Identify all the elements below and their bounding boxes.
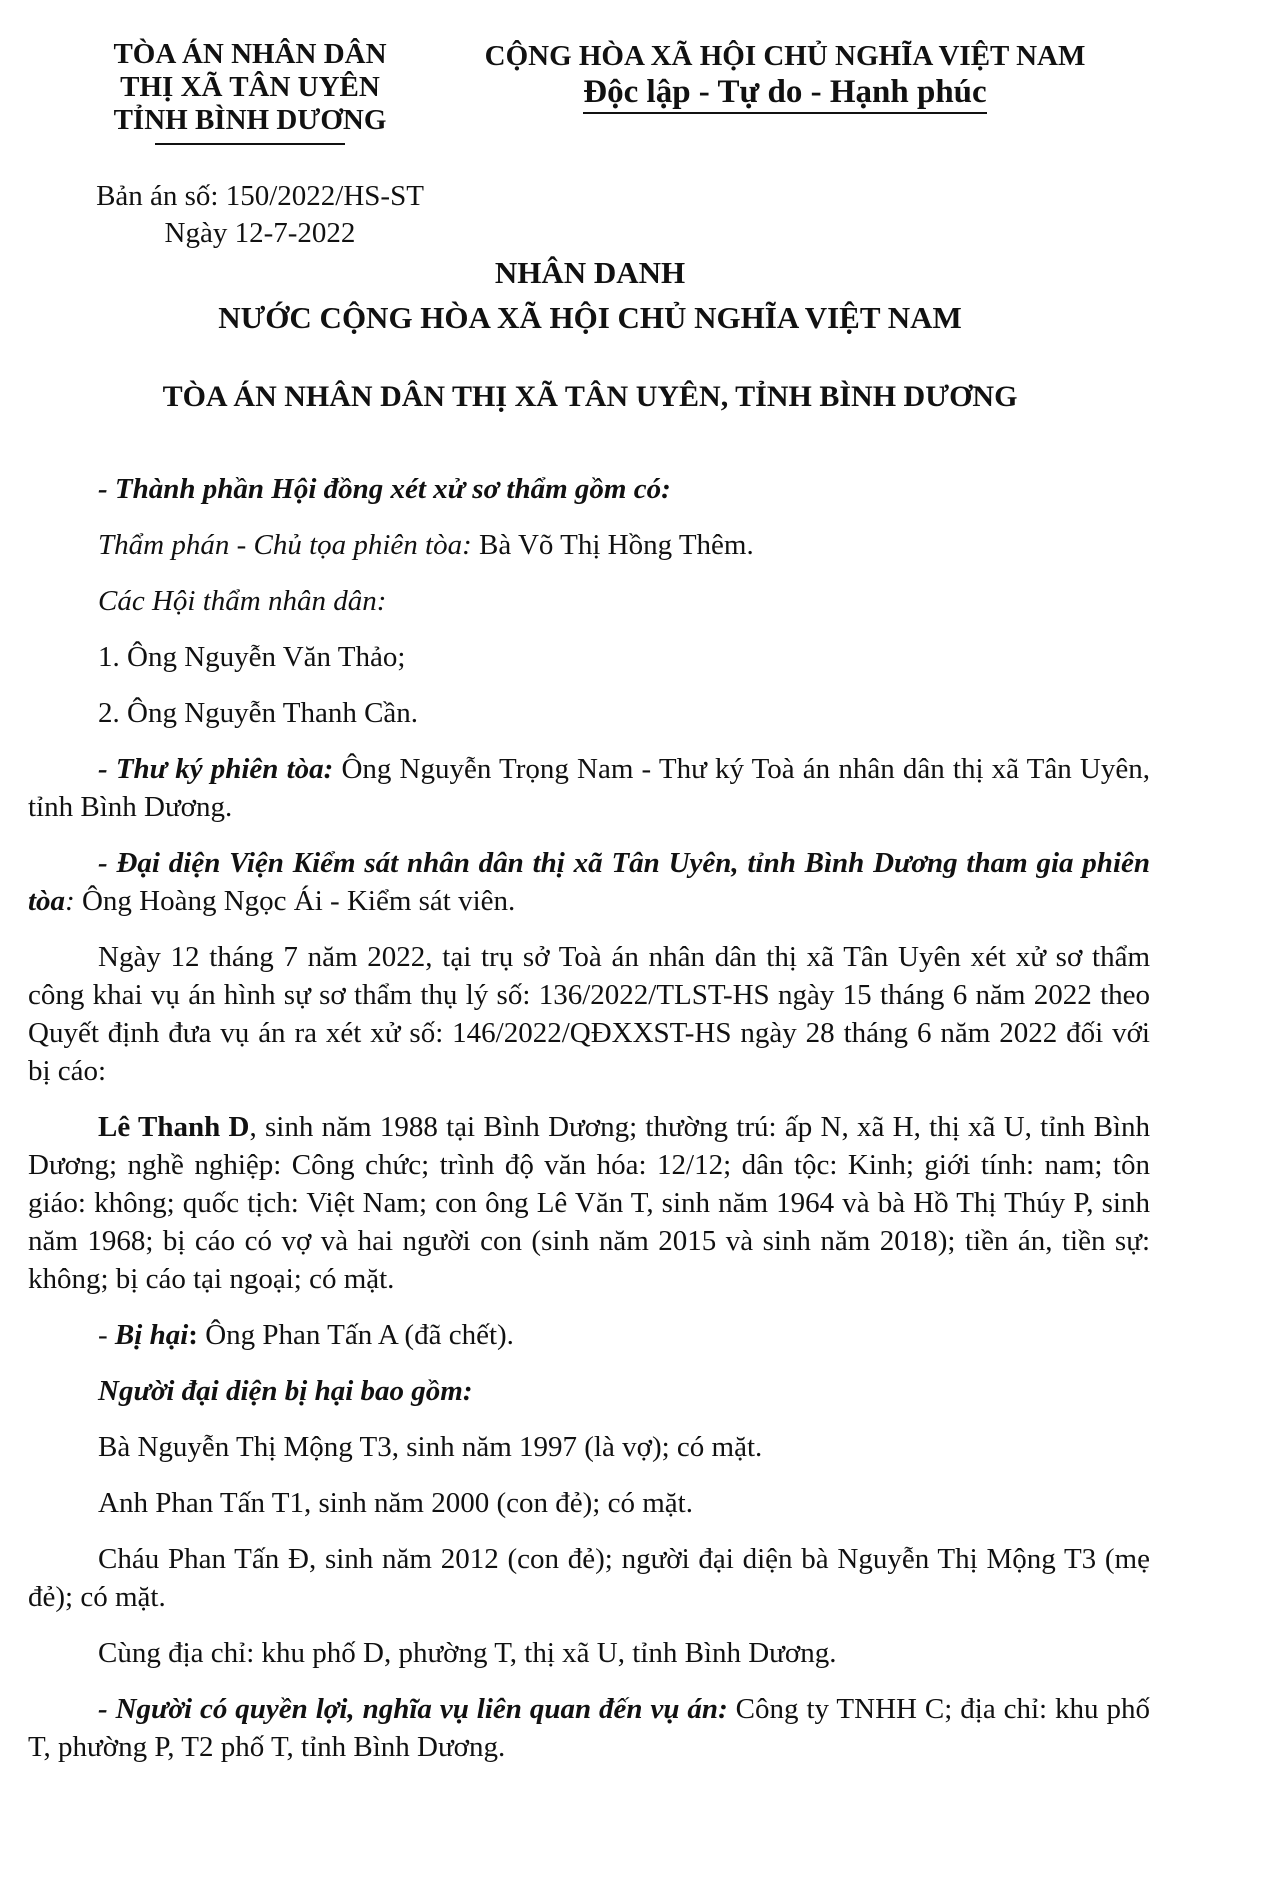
judge-line (28, 526, 1150, 564)
court-name-line2: THỊ XÃ TÂN UYÊN (120, 71, 380, 103)
clerk-label: - Thư ký phiên tòa: (98, 753, 334, 785)
case-info (40, 178, 480, 252)
procuracy-line: - Đại diện Viện Kiểm sát nhân dân thị xã Tân Uyên, tỉnh Bình Dương tham gia phiên tòa: Ông Hoàng Ngọc Ái - Kiểm sát viên. (28, 847, 1150, 917)
procuracy-label: - Đại diện Viện Kiểm sát nhân dân thị xã Tân Uyên, tỉnh Bình Dương tham gia phiên tòa (28, 847, 1150, 917)
court-header (80, 38, 420, 145)
related-party-line (28, 1690, 1150, 1766)
victim-label: Bị hại (114, 1319, 189, 1351)
defendant-name: Lê Thanh D (98, 1111, 250, 1143)
procuracy-text: Ông Hoàng Ngọc Ái - Kiểm sát viên. (74, 885, 516, 917)
clerk-line (28, 750, 1150, 826)
representative-1: Bà Nguyễn Thị Mộng T3, sinh năm 1997 (là vợ); có mặt. (98, 1431, 763, 1463)
judge-label: Thẩm phán - Chủ tọa phiên tòa: (98, 529, 472, 561)
title-line1: NHÂN DANH (494, 255, 686, 290)
related-party-text: Công ty TNHH C; địa chỉ: khu phố T, phường P, T2 phố T, tỉnh Bình Dương. (28, 1693, 1151, 1763)
victim-text: Ông Phan Tấn A (đã chết). (197, 1319, 514, 1351)
common-address: Cùng địa chỉ: khu phố D, phường T, thị xã U, tỉnh Bình Dương. (98, 1637, 837, 1669)
panel-heading: - Thành phần Hội đồng xét xử sơ thẩm gồm có: (98, 473, 671, 505)
header-divider (155, 143, 345, 145)
related-party-label: - Người có quyền lợi, nghĩa vụ liên quan đến vụ án: (98, 1693, 728, 1725)
victim-line: - Bị hại: Ông Phan Tấn A (đã chết). (98, 1319, 514, 1351)
defendant-details: , sinh năm 1988 tại Bình Dương; thường trú: ấp N, xã H, thị xã U, tỉnh Bình Dương; nghề nghiệp: Công chức; trình độ văn hóa: 12/12; dân tộc: Kinh; giới tính: nam; tôn giáo: không; quốc tịch: Việt Nam; con ông Lê Văn T, sinh năm 1964 và bà Hồ Thị Thúy P, sinh năm 1968; bị cáo có vợ và hai người con (sinh năm 2015 và sinh năm 2018); tiền án, tiền sự: không; bị cáo tại ngoại; có mặt. (28, 1111, 1150, 1295)
representative-2: Anh Phan Tấn T1, sinh năm 2000 (con đẻ); có mặt. (98, 1487, 693, 1519)
juror-1: 1. Ông Nguyễn Văn Thảo; (98, 641, 406, 673)
defendant-paragraph (28, 1108, 1150, 1298)
nation-header (460, 38, 1110, 114)
representative-3: Cháu Phan Tấn Đ, sinh năm 2012 (con đẻ); người đại diện bà Nguyễn Thị Mộng T3 (mẹ đẻ); có mặt. (28, 1543, 1150, 1613)
national-motto: Độc lập - Tự do - Hạnh phúc (583, 74, 986, 114)
jurors-label: Các Hội thẩm nhân dân: (98, 585, 387, 617)
document-body (28, 470, 1150, 1784)
court-name-line1: TÒA ÁN NHÂN DÂN (113, 38, 387, 70)
court-name-line3: TỈNH BÌNH DƯƠNG (113, 104, 387, 136)
title-line2: NƯỚC CỘNG HÒA XÃ HỘI CHỦ NGHĨA VIỆT NAM (218, 300, 962, 335)
court-title: TÒA ÁN NHÂN DÂN THỊ XÃ TÂN UYÊN, TỈNH BÌNH DƯƠNG (162, 380, 1018, 413)
case-date: Ngày 12-7-2022 (164, 217, 356, 249)
representatives-heading: Người đại diện bị hại bao gồm: (98, 1375, 473, 1407)
clerk-text: Ông Nguyễn Trọng Nam - Thư ký Toà án nhân dân thị xã Tân Uyên, tỉnh Bình Dương. (28, 753, 1150, 823)
judge-name: Bà Võ Thị Hồng Thêm. (471, 529, 754, 561)
nation-name: CỘNG HÒA XÃ HỘI CHỦ NGHĨA VIỆT NAM (484, 40, 1086, 72)
juror-2: 2. Ông Nguyễn Thanh Cần. (98, 697, 419, 729)
trial-paragraph: Ngày 12 tháng 7 năm 2022, tại trụ sở Toà án nhân dân thị xã Tân Uyên xét xử sơ thẩm công khai vụ án hình sự sơ thẩm thụ lý số: 136/2022/TLST-HS ngày 15 tháng 6 năm 2022 theo Quyết định đưa vụ án ra xét xử số: 146/2022/QĐXXST-HS ngày 28 tháng 6 năm 2022 đối với bị cáo: (28, 941, 1150, 1087)
case-number: Bản án số: 150/2022/HS-ST (96, 180, 424, 212)
